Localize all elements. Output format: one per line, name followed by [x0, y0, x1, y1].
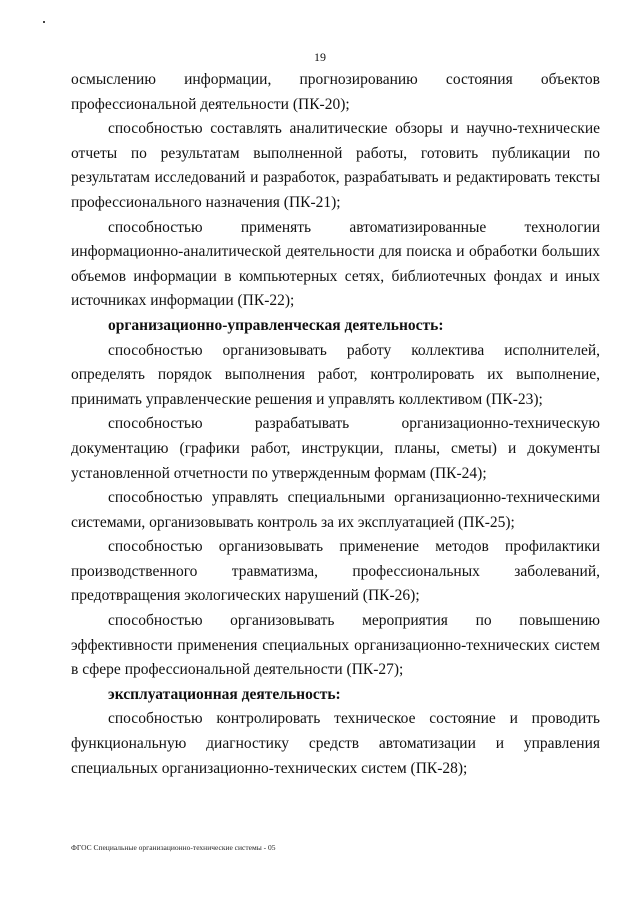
- paragraph-continuation: осмыслению информации, прогнозированию состояния объектов профессиональной деятельности (ПК-20);: [71, 71, 600, 113]
- section-heading-operation: эксплуатационная деятельность:: [108, 685, 341, 703]
- page-footer: ФГОС Специальные организационно-технические системы - 05: [71, 843, 276, 852]
- paragraph-pk-23: способностью организовывать работу коллектива исполнителей, определять порядок выполнения работ, контролировать их выполнение, принимать управленческие решения и управлять коллективом (ПК-23);: [71, 341, 600, 408]
- paragraph-pk-24: способностью разрабатывать организационно-техническую документацию (графики работ, инструкции, планы, сметы) и документы установленной отчетности по утвержденным формам (ПК-24);: [71, 415, 600, 482]
- paragraph-pk-27: способностью организовывать мероприятия по повышению эффективности применения специальных организационно-технических систем в сфере профессиональной деятельности (ПК-27);: [71, 612, 600, 679]
- paragraph-pk-25: способностью управлять специальными организационно-техническими системами, организовывать контроль за их эксплуатацией (ПК-25);: [71, 489, 600, 531]
- scan-mark: [43, 21, 45, 23]
- paragraph-pk-26: способностью организовывать применение методов профилактики производственного травматизма, профессиональных заболеваний, предотвращения экологических нарушений (ПК-26);: [71, 538, 600, 605]
- document-body: [71, 68, 600, 781]
- page-number: 19: [314, 50, 326, 64]
- section-heading-management: организационно-управленческая деятельность:: [108, 316, 444, 334]
- paragraph-pk-22: способностью применять автоматизированные технологии информационно-аналитической деятельности для поиска и обработки больших объемов информации в компьютерных сетях, библиотечных фондах и иных источниках информации (ПК-22);: [71, 218, 600, 310]
- paragraph-pk-21: способностью составлять аналитические обзоры и научно-технические отчеты по результатам выполненной работы, готовить публикации по результатам исследований и разработок, разрабатывать и редактировать тексты профессионального назначения (ПК-21);: [71, 120, 600, 211]
- paragraph-pk-28: способностью контролировать техническое состояние и проводить функциональную диагностику средств автоматизации и управления специальных организационно-технических систем (ПК-28);: [71, 710, 600, 777]
